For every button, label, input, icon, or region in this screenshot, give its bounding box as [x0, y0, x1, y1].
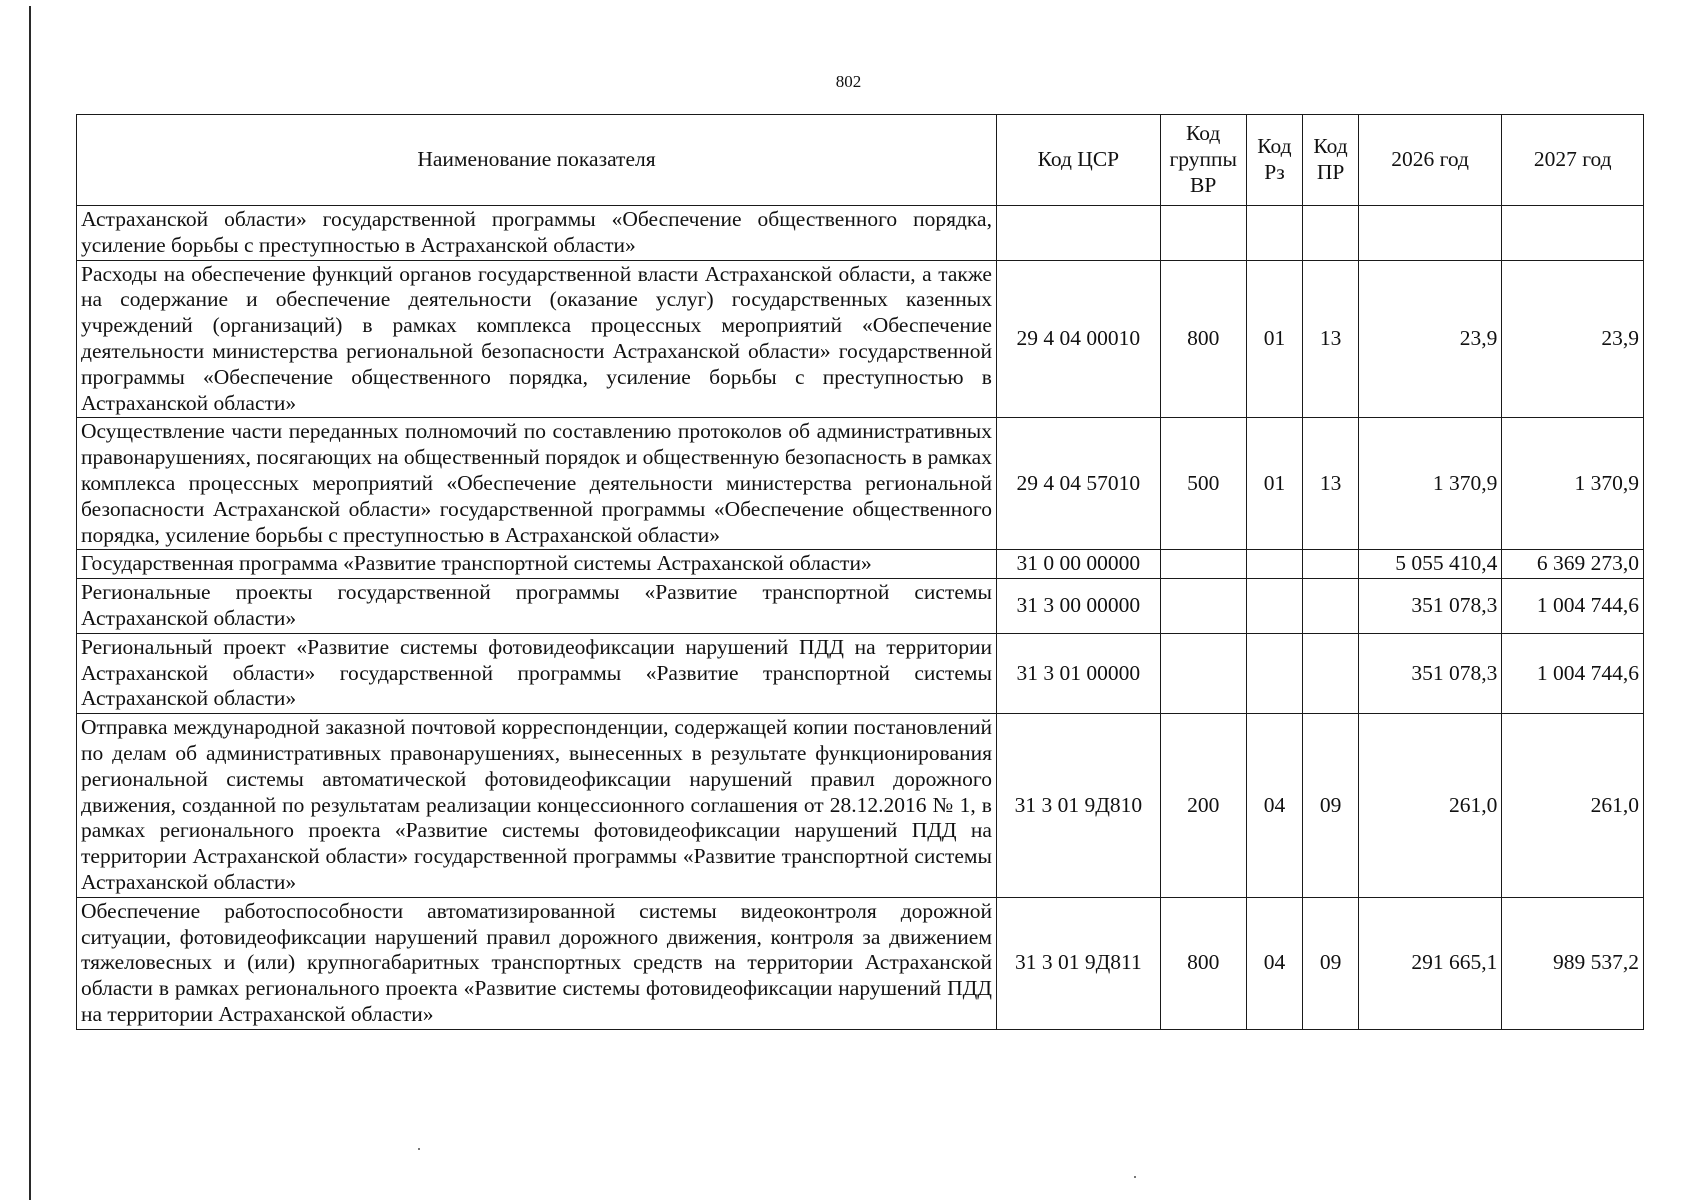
- scan-speck: [1134, 1176, 1136, 1178]
- header-vr: Код группы ВР: [1160, 115, 1246, 206]
- table-row: [77, 418, 1644, 550]
- row-rz: [1246, 550, 1303, 579]
- row-rz: 01: [1246, 260, 1303, 418]
- scan-edge-line: [29, 6, 31, 1200]
- row-csr: 31 0 00 00000: [996, 550, 1160, 579]
- row-vr: 500: [1160, 418, 1246, 550]
- header-name: Наименование показателя: [77, 115, 997, 206]
- row-pr: 09: [1303, 714, 1359, 898]
- row-name: Расходы на обеспечение функций органов государственной власти Астраханской области, а также на содержание и обеспечение деятельности (оказание услуг) государственных казенных учреждений (организаций) в рамках комплекса процессных мероприятий «Обеспечение деятельности министерства региональной безопасности Астраханской области» государственной программы «Обеспечение общественного порядка, усиление борьбы с преступностью в Астраханской области»: [77, 260, 997, 418]
- row-name: Государственная программа «Развитие транспортной системы Астраханской области»: [77, 550, 997, 579]
- page-number: 802: [835, 72, 862, 91]
- row-pr: [1303, 579, 1359, 634]
- table-row: [77, 579, 1644, 634]
- table-row: [77, 260, 1644, 418]
- row-2027: [1502, 206, 1644, 261]
- row-2027: 989 537,2: [1502, 897, 1644, 1029]
- scan-speck: [418, 1148, 420, 1150]
- row-2026: 1 370,9: [1358, 418, 1502, 550]
- row-vr: 200: [1160, 714, 1246, 898]
- row-2027: 1 004 744,6: [1502, 579, 1644, 634]
- row-csr: 31 3 01 00000: [996, 633, 1160, 713]
- row-2026: 23,9: [1358, 260, 1502, 418]
- row-vr: [1160, 550, 1246, 579]
- table-body: [77, 206, 1644, 1030]
- row-pr: [1303, 633, 1359, 713]
- row-name: Отправка международной заказной почтовой корреспонденции, содержащей копии постановлений по делам об административных правонарушениях, вынесенных в результате функционирования региональной системы автоматической фотовидеофиксации нарушений правил дорожного движения, созданной по результатам реализации концессионного соглашения от 28.12.2016 № 1, в рамках регионального проекта «Развитие системы фотовидеофиксации нарушений ПДД на территории Астраханской области» государственной программы «Развитие транспортной системы Астраханской области»: [77, 714, 997, 898]
- row-csr: 31 3 01 9Д810: [996, 714, 1160, 898]
- row-2026: 291 665,1: [1358, 897, 1502, 1029]
- row-rz: [1246, 206, 1303, 261]
- header-2027: 2027 год: [1502, 115, 1644, 206]
- row-2026: 261,0: [1358, 714, 1502, 898]
- table-row: [77, 897, 1644, 1029]
- row-csr: 29 4 04 00010: [996, 260, 1160, 418]
- row-2026: 5 055 410,4: [1358, 550, 1502, 579]
- row-name: Осуществление части переданных полномочий по составлению протоколов об административных правонарушениях, посягающих на общественный порядок и общественную безопасность в рамках комплекса процессных мероприятий «Обеспечение деятельности министерства региональной безопасности Астраханской области» государственной программы «Обеспечение общественного порядка, усиление борьбы с преступностью в Астраханской области»: [77, 418, 997, 550]
- row-name: Астраханской области» государственной программы «Обеспечение общественного порядка, усиление борьбы с преступностью в Астраханской области»: [77, 206, 997, 261]
- row-rz: [1246, 579, 1303, 634]
- row-2026: 351 078,3: [1358, 633, 1502, 713]
- row-rz: [1246, 633, 1303, 713]
- row-csr: 29 4 04 57010: [996, 418, 1160, 550]
- table-header: [77, 115, 1644, 206]
- row-2027: 1 004 744,6: [1502, 633, 1644, 713]
- row-2027: 23,9: [1502, 260, 1644, 418]
- header-pr: Код ПР: [1303, 115, 1359, 206]
- row-vr: 800: [1160, 260, 1246, 418]
- row-2027: 6 369 273,0: [1502, 550, 1644, 579]
- row-rz: 04: [1246, 714, 1303, 898]
- row-pr: 09: [1303, 897, 1359, 1029]
- table-row: [77, 714, 1644, 898]
- row-pr: [1303, 206, 1359, 261]
- row-name: Обеспечение работоспособности автоматизированной системы видеоконтроля дорожной ситуации, фотовидеофиксации нарушений правил дорожного движения, контроля за движением тяжеловесных и (или) крупногабаритных транспортных средств на территории Астраханской области в рамках регионального проекта «Развитие системы фотовидеофиксации нарушений ПДД на территории Астраханской области»: [77, 897, 997, 1029]
- row-2027: 261,0: [1502, 714, 1644, 898]
- row-csr: 31 3 00 00000: [996, 579, 1160, 634]
- table-row: [77, 633, 1644, 713]
- row-2026: [1358, 206, 1502, 261]
- row-vr: [1160, 206, 1246, 261]
- header-row: [77, 115, 1644, 206]
- row-vr: [1160, 579, 1246, 634]
- header-csr: Код ЦСР: [996, 115, 1160, 206]
- table-row: [77, 550, 1644, 579]
- row-pr: 13: [1303, 260, 1359, 418]
- row-name: Региональные проекты государственной программы «Развитие транспортной системы Астраханской области»: [77, 579, 997, 634]
- budget-table: [76, 114, 1644, 1030]
- row-2026: 351 078,3: [1358, 579, 1502, 634]
- row-csr: [996, 206, 1160, 261]
- row-pr: 13: [1303, 418, 1359, 550]
- row-2027: 1 370,9: [1502, 418, 1644, 550]
- row-pr: [1303, 550, 1359, 579]
- row-rz: 04: [1246, 897, 1303, 1029]
- header-2026: 2026 год: [1358, 115, 1502, 206]
- row-rz: 01: [1246, 418, 1303, 550]
- row-csr: 31 3 01 9Д811: [996, 897, 1160, 1029]
- row-vr: [1160, 633, 1246, 713]
- table-row: [77, 206, 1644, 261]
- row-vr: 800: [1160, 897, 1246, 1029]
- row-name: Региональный проект «Развитие системы фотовидеофиксации нарушений ПДД на территории Астраханской области» государственной программы «Развитие транспортной системы Астраханской области»: [77, 633, 997, 713]
- header-rz: Код Рз: [1246, 115, 1303, 206]
